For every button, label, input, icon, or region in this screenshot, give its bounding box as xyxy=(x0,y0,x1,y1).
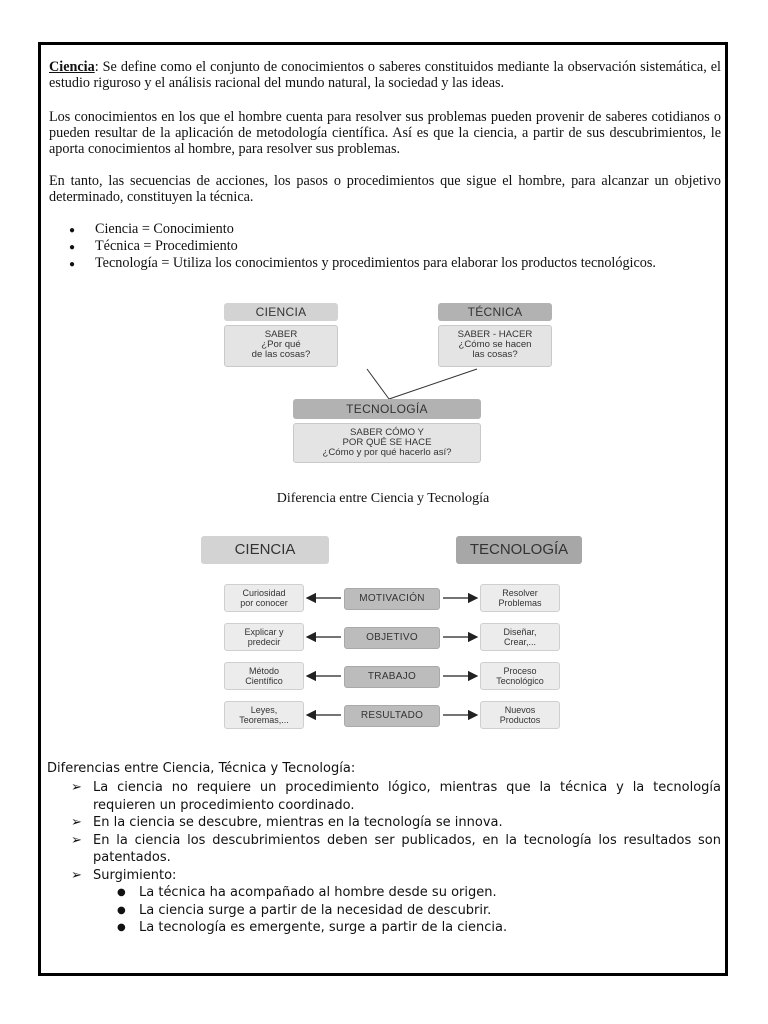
cell-line: Crear,... xyxy=(503,637,536,647)
difference-text: La ciencia no requiere un procedimiento lógico, mientras que la técnica y la tecnología requieren un procedimiento coordinado. xyxy=(93,780,721,813)
tecnica-body-line-3: las cosas? xyxy=(472,349,518,360)
resultado-label: RESULTADO xyxy=(344,705,440,727)
motivacion-label: MOTIVACIÓN xyxy=(344,588,440,610)
ciencia-body-line-3: de las cosas? xyxy=(251,349,311,360)
ciencia-resultado-cell xyxy=(224,701,304,729)
tecnologia-header: TECNOLOGÍA xyxy=(293,399,481,419)
differences-list xyxy=(47,779,721,937)
ciencia-body-line-2: ¿Por qué xyxy=(261,339,301,350)
tecnologia-objetivo-cell xyxy=(480,623,560,651)
cell-line: Científico xyxy=(245,676,283,686)
ciencia-header: CIENCIA xyxy=(224,303,338,321)
tecnica-body-line-1: SABER - HACER xyxy=(457,329,533,340)
cell-line: predecir xyxy=(247,637,281,647)
tecnologia-motivacion-cell xyxy=(480,584,560,612)
difference-item xyxy=(47,867,721,937)
ciencia-body-line-1: SABER xyxy=(264,329,298,340)
cell-line: Leyes, xyxy=(250,705,278,715)
difference-text: En la ciencia los descubrimientos deben ser publicados, en la tecnología los resultados son patentados. xyxy=(93,832,721,865)
tecnologia-resultado-cell xyxy=(480,701,560,729)
paragraph-tecnica: En tanto, las secuencias de acciones, los pasos o procedimientos que sigue el hombre, para alcanzar un objetivo determinado, constituyen la técnica. xyxy=(49,173,721,205)
arrow-bullet-icon: ➢ xyxy=(71,815,82,830)
ciencia-term: Ciencia xyxy=(49,59,95,75)
objetivo-label: OBJETIVO xyxy=(344,627,440,649)
difference-text: En la ciencia se descubre, mientras en la tecnología se innova. xyxy=(93,815,503,830)
ciencia-trabajo-cell xyxy=(224,662,304,690)
arrow-bullet-icon: ➢ xyxy=(71,832,82,848)
tecnologia-body-line-1: SABER CÓMO Y xyxy=(350,427,424,438)
cell-line: Problemas xyxy=(498,598,542,608)
surgimiento-sublist xyxy=(93,884,721,937)
diagram-caption: Diferencia entre Ciencia y Tecnología xyxy=(276,491,490,506)
tecnica-header: TÉCNICA xyxy=(438,303,552,321)
tecnologia-body-line-2: POR QUÉ SE HACE xyxy=(342,437,432,448)
cell-line: Nuevos xyxy=(504,705,536,715)
tecnologia-trabajo-cell xyxy=(480,662,560,690)
cell-line: Tecnológico xyxy=(496,676,544,686)
bullet-tecnica: ● Técnica = Procedimiento xyxy=(49,238,656,255)
difference-item xyxy=(47,779,721,814)
ciencia-motivacion-cell xyxy=(224,584,304,612)
difference-text: Surgimiento: xyxy=(93,867,177,883)
differences-title: Diferencias entre Ciencia, Técnica y Tecnología: xyxy=(47,761,356,776)
cell-line: Resolver xyxy=(502,588,538,598)
ciencia-objetivo-cell xyxy=(224,623,304,651)
ciencia-definition-text: : Se define como el conjunto de conocimientos o saberes constituidos mediante la observación sistemática, el estudio riguroso y el análisis racional del mundo natural, la sociedad y las ideas. xyxy=(49,59,721,91)
cell-line: Teoremas,... xyxy=(239,715,289,725)
difference-item xyxy=(47,814,721,832)
cell-line: Diseñar, xyxy=(503,627,537,637)
ciencia-column-header: CIENCIA xyxy=(201,536,329,564)
cell-line: Productos xyxy=(499,715,541,725)
surgimiento-item: ● La técnica ha acompañado al hombre desde su origen. xyxy=(93,884,721,902)
bullet-ciencia: ● Ciencia = Conocimiento xyxy=(49,221,656,238)
paragraph-conocimientos: Los conocimientos en los que el hombre cuenta para resolver sus problemas pueden provenir de saberes cotidianos o pueden resultar de la aplicación de metodología científica. Así es que la ciencia, a partir de sus descubrimientos, le aporta conocimientos al hombre, para resolver sus problemas. xyxy=(49,109,721,157)
arrow-bullet-icon: ➢ xyxy=(71,780,82,795)
surgimiento-item: ● La ciencia surge a partir de la necesidad de descubrir. xyxy=(93,902,721,920)
document-frame xyxy=(38,42,728,976)
trabajo-label: TRABAJO xyxy=(344,666,440,688)
tecnica-body-line-2: ¿Cómo se hacen xyxy=(458,339,532,350)
cell-line: Proceso xyxy=(503,666,537,676)
cell-line: Explicar y xyxy=(244,627,284,637)
bullet-tecnologia: ● Tecnología = Utiliza los conocimientos y procedimientos para elaborar los productos tecnológicos. xyxy=(49,255,656,272)
arrow-bullet-icon: ➢ xyxy=(71,867,82,883)
cell-line: por conocer xyxy=(240,598,288,608)
tecnologia-column-header: TECNOLOGÍA xyxy=(456,536,582,564)
surgimiento-item: ● La tecnología es emergente, surge a partir de la ciencia. xyxy=(93,919,721,937)
difference-item xyxy=(47,832,721,867)
tecnologia-body-line-3: ¿Cómo y por qué hacerlo así? xyxy=(322,447,452,458)
cell-line: Curiosidad xyxy=(242,588,286,598)
cell-line: Método xyxy=(248,666,280,676)
